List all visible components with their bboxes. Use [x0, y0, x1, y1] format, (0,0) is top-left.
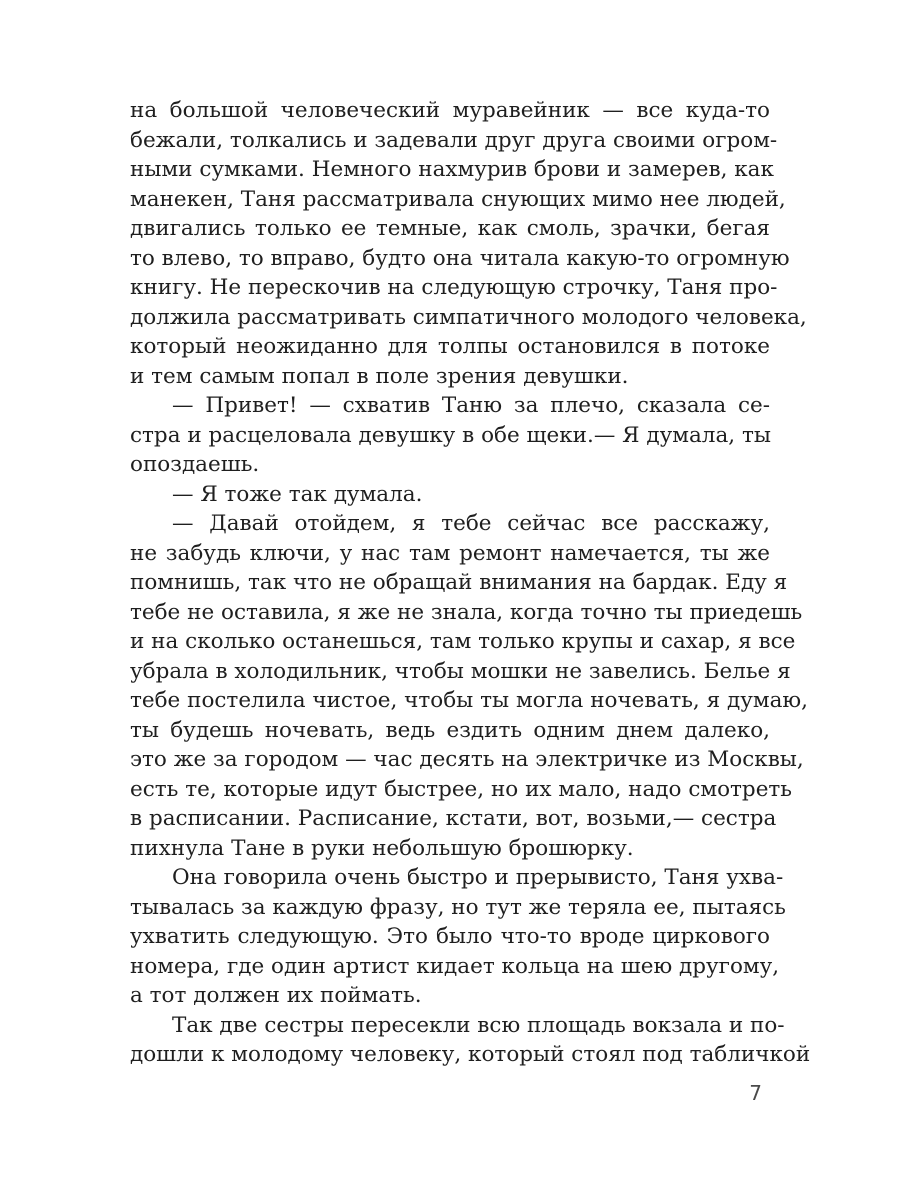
text-line: ты будешь ночевать, ведь ездить одним днем далеко,	[130, 717, 770, 743]
text-line: на большой человеческий муравейник — все куда-то	[130, 98, 770, 123]
text-line: должила рассматривать симпатичного молодого человека,	[130, 304, 807, 330]
text-line: Она говорила очень быстро и прерывисто, Таня ухва-	[172, 865, 784, 890]
text-line: не забудь ключи, у нас там ремонт намечается, ты же	[130, 540, 770, 566]
text-line: в расписании. Расписание, кстати, вот, возьми,— сестра	[130, 806, 777, 831]
text-line: убрала в холодильник, чтобы мошки не завелись. Белье я	[130, 658, 791, 684]
text-line: помнишь, так что не обращай внимания на бардак. Еду я	[130, 570, 788, 595]
body-text	[130, 96, 811, 1070]
text-line: опоздаешь.	[130, 452, 260, 477]
text-line: и на сколько останешься, там только крупы и сахар, я все	[130, 629, 796, 654]
text-line: а тот должен их поймать.	[130, 983, 422, 1008]
text-line: Так две сестры пересекли всю площадь вокзала и по-	[172, 1012, 785, 1038]
text-line: — Я тоже так думала.	[172, 481, 423, 507]
text-line: ными сумками. Немного нахмурив брови и замерев, как	[130, 157, 774, 182]
text-line: книгу. Не перескочив на следующую строчку, Таня про-	[130, 275, 778, 300]
text-line: это же за городом — час десять на электричке из Москвы,	[130, 747, 804, 772]
text-line: тебе не оставила, я же не знала, когда точно ты приедешь	[130, 599, 803, 625]
text-line: манекен, Таня рассматривала снующих мимо нее людей,	[130, 186, 786, 212]
text-line: который неожиданно для толпы остановился в потоке	[130, 334, 770, 359]
text-line: стра и расцеловала девушку в обе щеки.— Я думала, ты	[130, 422, 771, 448]
text-line: пихнула Тане в руки небольшую брошюрку.	[130, 835, 634, 861]
text-line: ухватить следующую. Это было что-то вроде циркового	[130, 924, 770, 949]
text-line: бежали, толкались и задевали друг друга своими огром-	[130, 127, 778, 153]
text-line: тебе постелила чистое, чтобы ты могла ночевать, я думаю,	[130, 688, 808, 713]
page-number: 7	[749, 1081, 762, 1105]
text-line: — Привет! — схватив Таню за плечо, сказала се-	[172, 393, 770, 418]
text-line: номера, где один артист кидает кольца на шею другому,	[130, 953, 780, 979]
text-line: дошли к молодому человеку, который стоял под табличкой	[130, 1042, 811, 1067]
text-line: и тем самым попал в поле зрения девушки.	[130, 363, 629, 389]
text-line: то влево, то вправо, будто она читала какую-то огромную	[130, 245, 790, 271]
text-line: двигались только ее темные, как смоль, зрачки, бегая	[130, 216, 770, 241]
text-line: — Давай отойдем, я тебе сейчас все расскажу,	[172, 511, 770, 536]
text-line: тывалась за каждую фразу, но тут же теряла ее, пытаясь	[130, 894, 786, 920]
text-line: есть те, которые идут быстрее, но их мало, надо смотреть	[130, 776, 793, 802]
